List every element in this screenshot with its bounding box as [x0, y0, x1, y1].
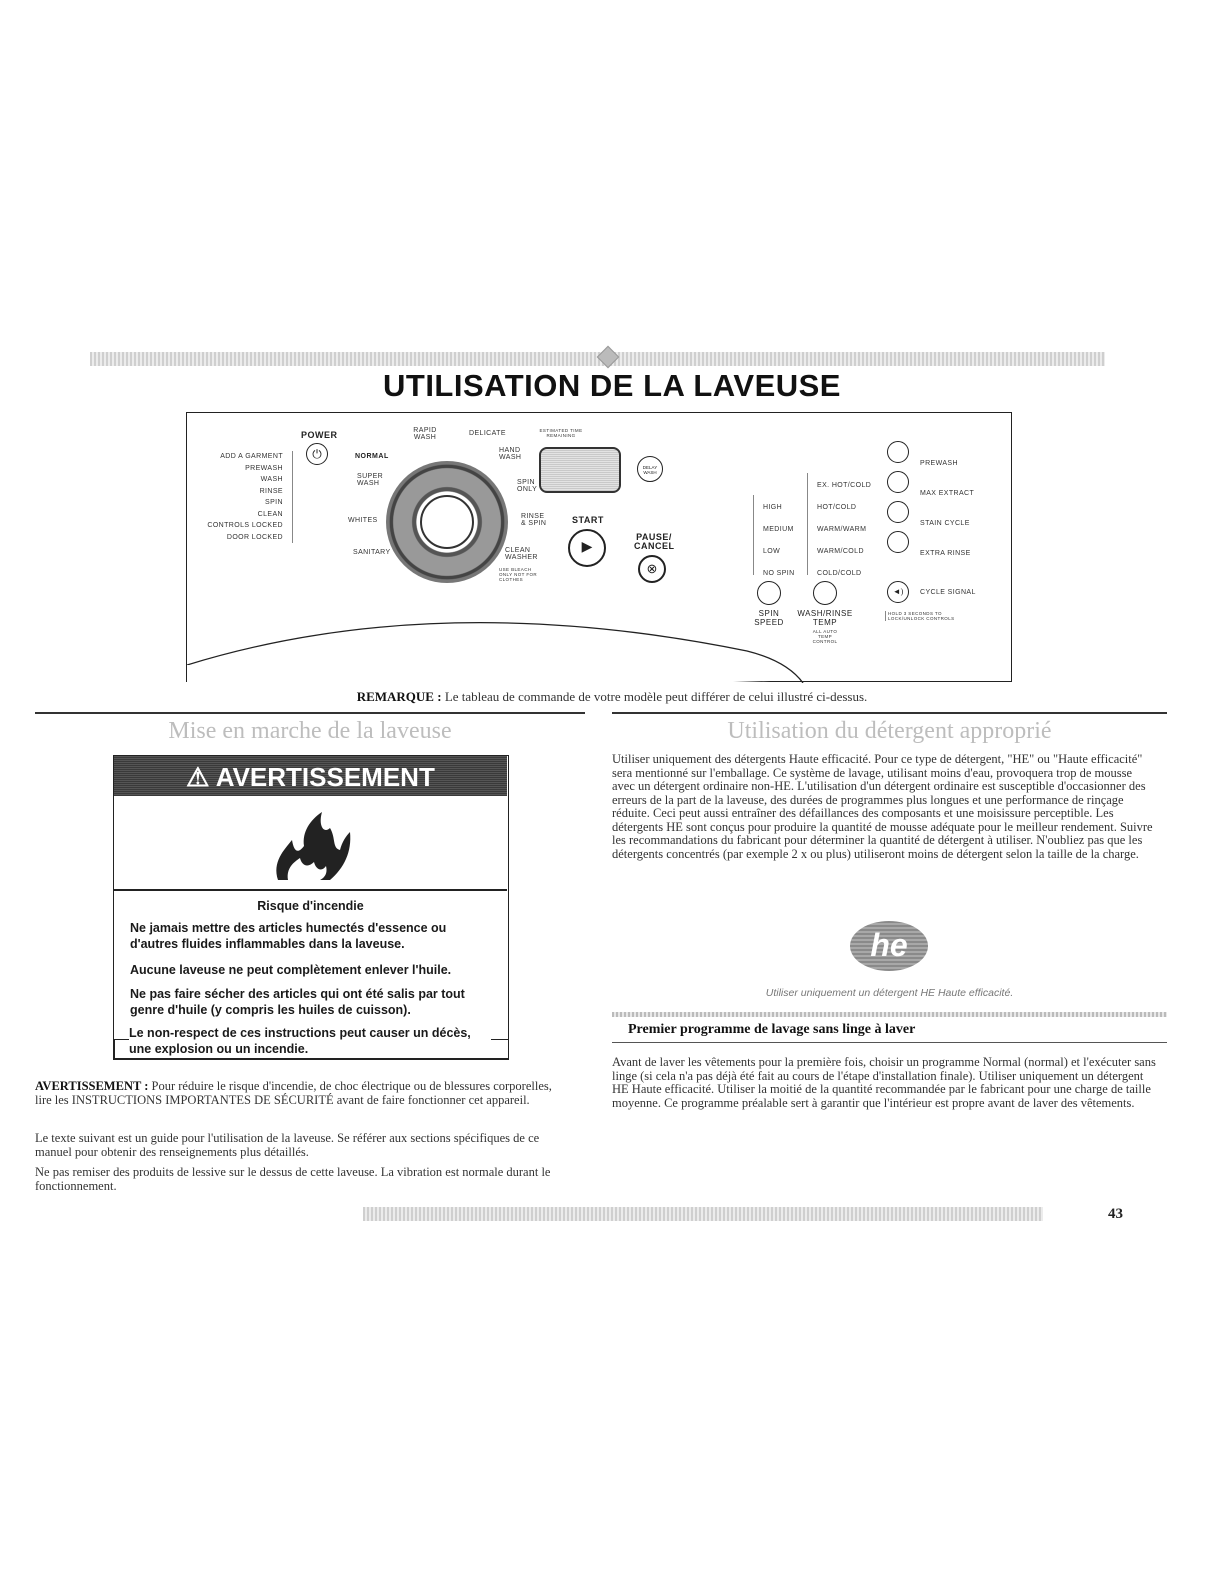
warning-box [113, 755, 509, 1040]
warning-title: AVERTISSEMENT [215, 762, 435, 792]
cycle-spin-only: SPIN ONLY [517, 479, 538, 493]
cycle-rinse-spin: RINSE & SPIN [521, 513, 547, 527]
page-title: UTILISATION DE LA LAVEUSE [383, 368, 841, 403]
clean-washer-note: USE BLEACH ONLY NOT FOR CLOTHES [499, 567, 538, 582]
status-rinse: RINSE [259, 487, 283, 495]
page-number: 43 [1108, 1206, 1123, 1222]
power-icon[interactable]: ⏻ [306, 443, 328, 465]
warning-box-bottom [113, 1058, 509, 1060]
left-rule [35, 712, 585, 714]
status-controls-locked: CONTROLS LOCKED [207, 522, 283, 529]
first-cycle-heading: Premier programme de lavage sans linge à laver [628, 1022, 916, 1037]
temp-cold-cold: COLD/COLD [817, 570, 862, 577]
option-extra-rinse: EXTRA RINSE [920, 550, 971, 557]
start-label: START [572, 515, 604, 525]
warning-3: Ne pas faire sécher des articles qui ont été salis par tout genre d'huile (y compris les huiles de cuisson). [130, 987, 465, 1017]
warning-header [114, 756, 507, 796]
auto-temp-note: ALL AUTO TEMP CONTROL [812, 629, 838, 644]
hold-note: HOLD 3 SECONDS TO LOCK/UNLOCK CONTROLS [885, 611, 958, 621]
spin-no-spin: NO SPIN [763, 570, 795, 577]
status-wash: WASH [260, 476, 283, 483]
pause-cancel-button[interactable]: ⊗ [638, 555, 666, 583]
dial-center [420, 495, 474, 549]
temp-warm-warm: WARM/WARM [817, 526, 867, 533]
temp-bracket [807, 473, 813, 575]
hazard-title: Risque d'incendie [257, 899, 364, 913]
right-rule [612, 712, 1167, 714]
spin-medium: MEDIUM [763, 526, 794, 533]
warning-box-right-ext [508, 1040, 510, 1058]
first-cycle-paragraph: Avant de laver les vêtements pour la première fois, choisir un programme Normal (normal) et l'exécuter sans linge (si cela n'a pas déjà été fait au cours de l'étape d'installation finale). Utiliser uniquement un détergent HE Haute efficacité. Utiliser la moitié de la quantité recommandée par le fabricant pour une charge de taille moyenne. Ce programme préalable sert à garantir que l'intérieur est propre avant de laver des vêtements. [612, 1055, 1156, 1110]
remarque-label: REMARQUE : [356, 689, 442, 704]
delay-wash-button[interactable]: DELAY WASH [637, 456, 663, 482]
time-display [539, 447, 621, 493]
warning-divider [114, 889, 507, 891]
avertissement-label: AVERTISSEMENT : [35, 1079, 149, 1093]
option-cycle-signal: CYCLE SIGNAL [920, 589, 976, 596]
cycle-signal-button[interactable]: ◄) [887, 581, 909, 603]
spin-speed-label: SPIN SPEED [754, 609, 784, 627]
spin-speed-button[interactable] [757, 581, 781, 605]
right-section-heading: Utilisation du détergent approprié [727, 718, 1052, 744]
subsection-rule [612, 1012, 1167, 1017]
warning-4: Le non-respect de ces instructions peut causer un décès, une explosion ou un incendie. [129, 1025, 491, 1057]
option-prewash: PREWASH [920, 460, 958, 467]
warning-box-left-ext [113, 1040, 115, 1058]
spin-low: LOW [763, 548, 781, 555]
avertissement-text: Pour réduire le risque d'incendie, de choc électrique ou de blessures corporelles, lire les INSTRUCTIONS IMPORTANTES DE SÉCURITÉ avant de faire fonctionner cet appareil. [35, 1079, 552, 1107]
wash-rinse-temp-button[interactable] [813, 581, 837, 605]
remarque-text: Le tableau de commande de votre modèle peut différer de celui illustré ci-dessus. [444, 689, 868, 704]
status-spin: SPIN [265, 499, 283, 506]
extra-rinse-option-button[interactable] [887, 531, 909, 553]
storage-paragraph: Ne pas remiser des produits de lessive sur le dessus de cette laveuse. La vibration est normale durant le fonctionnement. [35, 1165, 551, 1193]
warning-1: Ne jamais mettre des articles humectés d'essence ou d'autres fluides inflammables dans la laveuse. [130, 921, 447, 951]
cycle-super-wash: SUPER WASH [357, 473, 384, 487]
temp-ex-hot-cold: EX. HOT/COLD [817, 482, 872, 489]
spin-level-list [763, 497, 795, 585]
guide-paragraph: Le texte suivant est un guide pour l'utilisation de la laveuse. Se référer aux sections spécifiques de ce manuel pour obtenir des renseignements plus détaillés. [35, 1131, 540, 1159]
options-list [920, 449, 974, 569]
start-button[interactable]: ▶ [568, 529, 606, 567]
status-add-garment: ADD A GARMENT [220, 453, 283, 460]
option-max-extract: MAX EXTRACT [920, 490, 975, 497]
he-logo-caption: Utiliser uniquement un détergent HE Haute efficacité. [765, 987, 1014, 999]
avertissement-paragraph [35, 1080, 565, 1107]
top-decorative-bar [90, 352, 1105, 366]
cycle-hand-wash: HAND WASH [499, 447, 522, 461]
status-prewash: PREWASH [245, 464, 283, 472]
status-list [187, 451, 283, 543]
cycle-delicate: DELICATE [469, 430, 506, 437]
prewash-option-button[interactable] [887, 441, 909, 463]
max-extract-option-button[interactable] [887, 471, 909, 493]
fire-icon [270, 806, 354, 882]
spin-bracket [753, 495, 759, 575]
remarque-note [0, 689, 1224, 705]
power-label: POWER [301, 430, 338, 440]
bottom-decorative-bar [363, 1207, 1043, 1221]
status-bracket [287, 451, 293, 543]
cycle-whites: WHITES [348, 517, 378, 524]
estimated-time-label: ESTIMATED TIME REMAINING [539, 428, 583, 438]
status-clean: CLEAN [257, 510, 283, 518]
pause-cancel-label: PAUSE/ CANCEL [634, 532, 675, 551]
cycle-sanitary: SANITARY [353, 549, 391, 556]
stain-cycle-option-button[interactable] [887, 501, 909, 523]
wash-rinse-temp-label: WASH/RINSE TEMP [797, 609, 853, 627]
left-section-heading: Mise en marche de la laveuse [168, 718, 452, 744]
detergent-paragraph: Utiliser uniquement des détergents Haute efficacité. Pour ce type de détergent, "HE" ou "Haute efficacité" sera mentionné sur l'emballage. Ce système de lavage, utilisant moins d'eau, provoquera trop de mousse avec un détergent ordinaire non-HE. L'utilisation d'un détergent ordinaire est susceptible d'occasionner des erreurs de la part de la laveuse, des durées de programmes plus longues et une performance de rinçage réduite. Ceci peut aussi entraîner des défaillances des composants et une moisissure perceptible. Les détergents HE sont conçus pour produire la quantité de mousse adéquate pour le meilleur rendement. Suivre les recommandations du fabricant pour déterminer la quantité de détergent à utiliser. N'oubliez pas que les détergents concentrés (par exemple 2 x ou plus) utiliseront moins de détergent selon la taille de la charge. [612, 752, 1153, 861]
cycle-clean-washer: CLEAN WASHER [505, 547, 538, 561]
status-door-locked: DOOR LOCKED [226, 533, 283, 541]
temp-list [817, 475, 871, 585]
option-stain-cycle: STAIN CYCLE [920, 520, 970, 527]
cycle-normal: NORMAL [355, 453, 389, 460]
he-logo: he [850, 921, 928, 971]
warning-2: Aucune laveuse ne peut complètement enlever l'huile. [130, 963, 452, 977]
warning-triangle-icon: ⚠ [186, 762, 210, 792]
temp-warm-cold: WARM/COLD [817, 548, 864, 555]
cycle-rapid-wash: RAPID WASH [413, 427, 437, 441]
subheading-underline [612, 1042, 1167, 1043]
temp-hot-cold: HOT/COLD [817, 504, 857, 511]
spin-high: HIGH [763, 504, 783, 511]
control-panel-illustration [186, 412, 1012, 682]
